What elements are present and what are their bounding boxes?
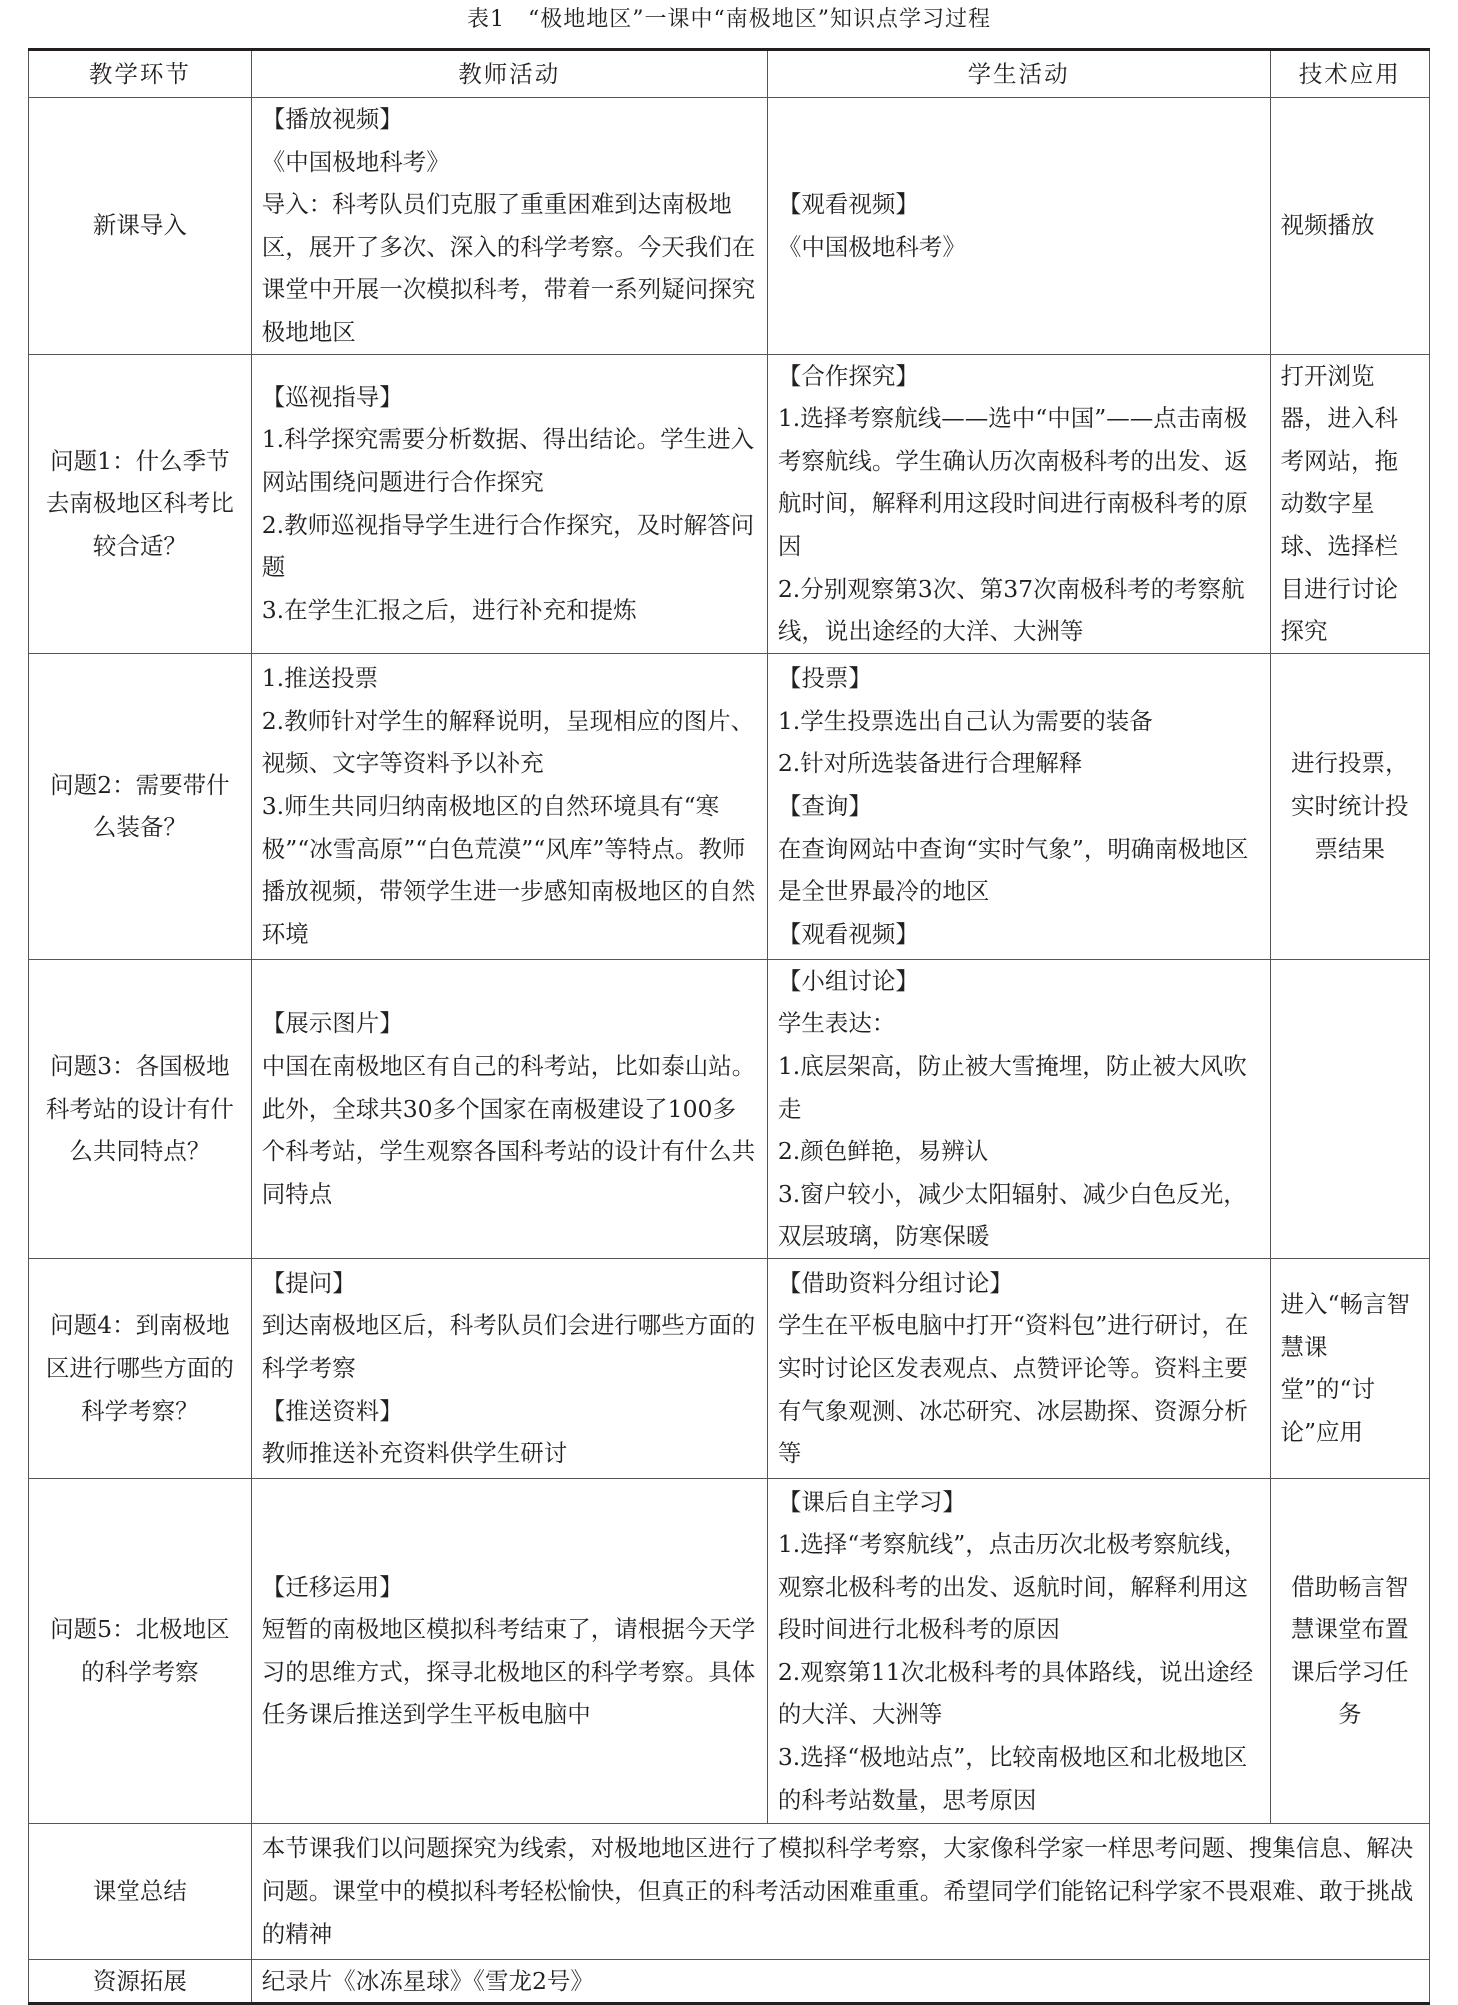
stage-cell xyxy=(29,653,252,959)
student-activity-cell xyxy=(767,98,1270,355)
teacher-line: 【播放视频】 xyxy=(261,105,403,133)
teacher-line: 【巡视指导】 xyxy=(261,382,403,411)
technology-cell xyxy=(1270,959,1429,1258)
student-line: 2.颜色鲜艳，易辨认 xyxy=(777,1137,989,1166)
stage-text: 问题2：需要带什么装备？ xyxy=(50,770,230,842)
technology-cell xyxy=(1270,1478,1429,1823)
stage-cell xyxy=(29,959,252,1258)
technology-cell xyxy=(1270,1258,1429,1478)
teacher-line: 【推送资料】 xyxy=(261,1396,403,1425)
teacher-activity-cell xyxy=(251,354,767,653)
table-row xyxy=(29,1258,1430,1478)
teacher-line: 短暂的南极地区模拟科考结束了，请根据今天学习的思维方式，探寻北极地区的科学考察。具体任务课后推送到学生平板电脑中 xyxy=(261,1615,756,1729)
summary-text: 本节课我们以问题探究为线索，对极地地区进行了模拟科学考察，大家像科学家一样思考问题、搜集信息、解决问题。课堂中的模拟科考轻松愉快，但真正的科考活动困难重重。希望同学们能铭记科学家不畏艰难、敢于挑战的精神 xyxy=(251,1823,1429,1959)
teacher-line: 到达南极地区后，科考队员们会进行哪些方面的科学考察 xyxy=(261,1311,756,1383)
teacher-line: 【迁移运用】 xyxy=(261,1572,403,1601)
stage-cell xyxy=(29,1959,252,2004)
table-row xyxy=(29,1478,1430,1823)
student-line: 1.选择“考察航线”，点击历次北极考察航线，观察北极科考的出发、返航时间，解释利用这段时间进行北极科考的原因 xyxy=(777,1530,1248,1644)
stage-text: 问题5：北极地区的科学考察 xyxy=(50,1615,230,1686)
teacher-line: 【展示图片】 xyxy=(261,1009,403,1038)
technology-cell xyxy=(1270,653,1429,959)
student-line: 学生在平板电脑中打开“资料包”进行研讨，在实时讨论区发表观点、点赞评论等。资料主要有气象观测、冰芯研究、冰层勘探、资源分析等 xyxy=(777,1311,1249,1468)
teacher-activity-cell xyxy=(251,98,767,355)
teacher-activity-cell xyxy=(251,959,767,1258)
technology-line: 进行投票，实时统计投票结果 xyxy=(1291,749,1409,863)
stage-text: 资源拓展 xyxy=(92,1966,187,1995)
student-line: 1.学生投票选出自己认为需要的装备 xyxy=(777,706,1153,735)
technology-line: 借助畅言智慧课堂布置课后学习任务 xyxy=(1291,1572,1409,1729)
stage-text: 新课导入 xyxy=(92,211,187,240)
table-row xyxy=(29,98,1430,355)
student-line: 【观看视频】 xyxy=(777,919,919,948)
student-line: 3.窗户较小，减少太阳辐射、减少白色反光，双层玻璃，防寒保暖 xyxy=(777,1179,1247,1251)
student-line: 2.针对所选装备进行合理解释 xyxy=(777,749,1083,778)
teacher-line: 1.推送投票 xyxy=(261,664,379,693)
summary-row xyxy=(29,1823,1430,1959)
teacher-line: 1.科学探究需要分析数据、得出结论。学生进入网站围绕问题进行合作探究 xyxy=(261,425,755,497)
student-line: 【借助资料分组讨论】 xyxy=(777,1268,1013,1297)
stage-text: 问题3：各国极地科考站的设计有什么共同特点？ xyxy=(45,1051,234,1166)
student-line: 2.分别观察第3次、第37次南极科考的考察航线，说出途经的大洋、大洲等 xyxy=(777,574,1245,646)
teacher-line: 3.师生共同归纳南极地区的自然环境具有“寒极”“冰雪高原”“白色荒漠”“风库”等特点。教师播放视频，带领学生进一步感知南极地区的自然环境 xyxy=(261,791,756,948)
student-line: 【观看视频】 xyxy=(777,190,919,219)
stage-text: 问题4：到南极地区进行哪些方面的科学考察？ xyxy=(45,1311,234,1425)
header-teacher-activity: 教师活动 xyxy=(251,50,767,98)
stage-cell xyxy=(29,98,252,355)
student-line: 2.观察第11次北极科考的具体路线，说出途经的大洋、大洲等 xyxy=(777,1657,1254,1729)
teacher-line: 2.教师巡视指导学生进行合作探究，及时解答问题 xyxy=(261,510,755,582)
table-row xyxy=(29,354,1430,653)
student-line: 【查询】 xyxy=(777,791,872,820)
header-stage: 教学环节 xyxy=(29,50,252,98)
header-student-activity: 学生活动 xyxy=(767,50,1270,98)
student-activity-cell xyxy=(767,959,1270,1258)
stage-text: 问题1：什么季节去南极地区科考比较合适？ xyxy=(45,446,234,560)
teacher-line: 教师推送补充资料供学生研讨 xyxy=(261,1439,568,1468)
technology-line: 视频播放 xyxy=(1280,211,1375,240)
student-line: 【投票】 xyxy=(777,664,872,693)
table-header-row xyxy=(29,50,1430,98)
table-row xyxy=(29,653,1430,959)
student-activity-cell xyxy=(767,653,1270,959)
lesson-process-table xyxy=(28,48,1430,2005)
header-technology: 技术应用 xyxy=(1270,50,1429,98)
student-activity-cell xyxy=(767,354,1270,653)
student-line: 在查询网站中查询“实时气象”，明确南极地区是全世界最冷的地区 xyxy=(777,834,1249,906)
teacher-line: 【提问】 xyxy=(261,1268,356,1297)
teacher-activity-cell xyxy=(251,1258,767,1478)
student-line: 学生表达： xyxy=(777,1009,896,1038)
technology-line: 进入“畅言智慧课堂”的“讨论”应用 xyxy=(1280,1290,1411,1446)
stage-cell xyxy=(29,354,252,653)
table-row xyxy=(29,959,1430,1258)
student-line: 3.选择“极地站点”，比较南极地区和北极地区的科考站数量，思考原因 xyxy=(777,1743,1248,1814)
resources-text: 纪录片《冰冻星球》《雪龙2号》 xyxy=(251,1959,1429,2004)
student-activity-cell xyxy=(767,1478,1270,1823)
technology-cell xyxy=(1270,354,1429,653)
teacher-line: 《中国极地科考》 xyxy=(261,147,450,176)
teacher-activity-cell xyxy=(251,1478,767,1823)
teacher-activity-cell xyxy=(251,653,767,959)
teacher-line: 中国在南极地区有自己的科考站，比如泰山站。此外，全球共30多个国家在南极建设了100多个科考站，学生观察各国科考站的设计有什么共同特点 xyxy=(261,1051,756,1208)
student-line: 【合作探究】 xyxy=(777,361,919,390)
stage-cell xyxy=(29,1258,252,1478)
student-line: 1.底层架高，防止被大雪掩埋，防止被大风吹走 xyxy=(777,1051,1247,1123)
student-line: 【小组讨论】 xyxy=(777,966,919,995)
teacher-line: 3.在学生汇报之后，进行补充和提炼 xyxy=(261,595,637,624)
technology-cell xyxy=(1270,98,1429,355)
teacher-line: 2.教师针对学生的解释说明，呈现相应的图片、视频、文字等资料予以补充 xyxy=(261,706,755,778)
student-line: 【课后自主学习】 xyxy=(777,1487,966,1516)
technology-line: 打开浏览器，进入科考网站，拖动数字星球、选择栏目进行讨论探究 xyxy=(1280,361,1399,646)
student-activity-cell xyxy=(767,1258,1270,1478)
stage-cell xyxy=(29,1823,252,1959)
stage-cell xyxy=(29,1478,252,1823)
student-line: 《中国极地科考》 xyxy=(777,232,966,261)
table-caption: 表1 “极地地区”一课中“南极地区”知识点学习过程 xyxy=(467,7,991,32)
resources-row xyxy=(29,1959,1430,2004)
stage-text: 课堂总结 xyxy=(92,1877,187,1906)
student-line: 1.选择考察航线——选中“中国”——点击南极考察航线。学生确认历次南极科考的出发、返航时间，解释利用这段时间进行南极科考的原因 xyxy=(777,404,1248,560)
teacher-line: 导入：科考队员们克服了重重困难到达南极地区，展开了多次、深入的科学考察。今天我们在课堂中开展一次模拟科考，带着一系列疑问探究极地地区 xyxy=(261,190,756,346)
